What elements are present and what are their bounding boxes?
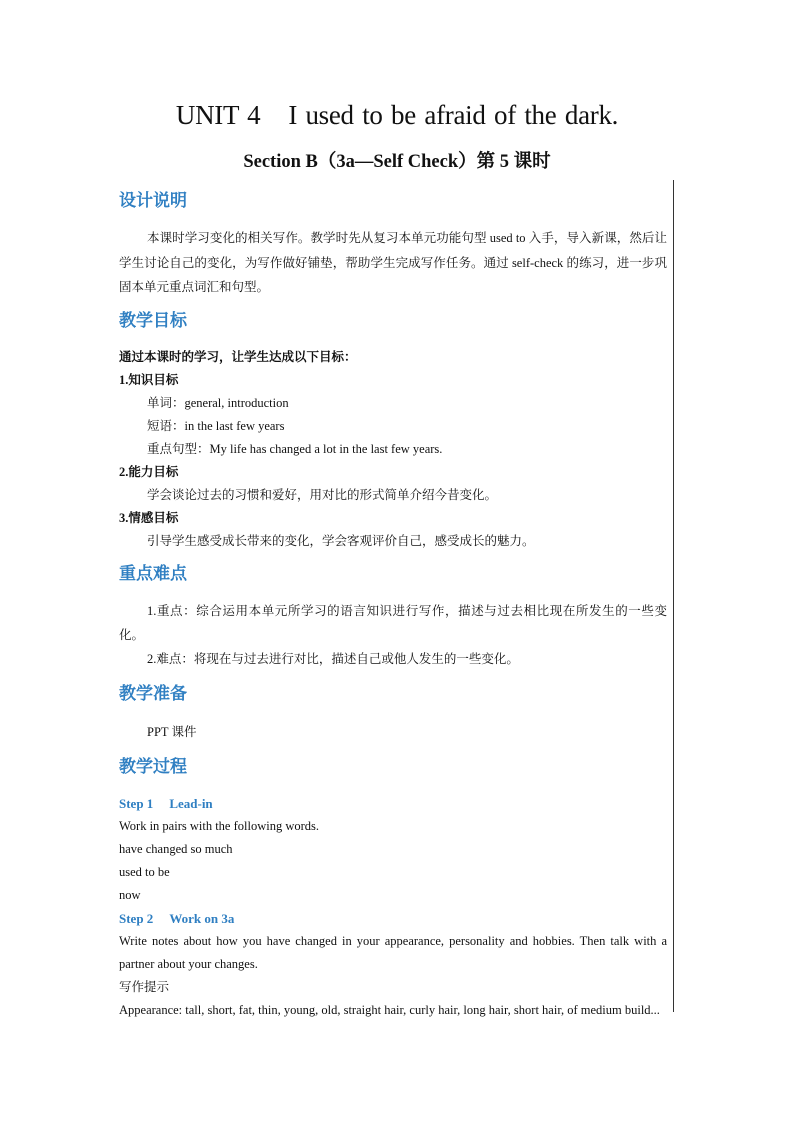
knowledge-words: 单词：general, introduction: [147, 395, 289, 410]
knowledge-sentence: 重点句型：My life has changed a lot in the last few years.: [147, 441, 443, 456]
step1-line: Work in pairs with the following words.: [119, 818, 320, 833]
process-heading: 教学过程: [119, 756, 187, 777]
knowledge-goal-label: 1.知识目标: [119, 372, 179, 387]
step1-label: Step 1: [119, 795, 154, 811]
writing-tip-label: 写作提示: [119, 979, 170, 994]
knowledge-phrases: 短语：in the last few years: [147, 418, 285, 433]
lesson-subtitle: Section B（3a—Self Check）第 5 课时: [243, 152, 551, 172]
difficult-point-text: 2.难点：将现在与过去进行对比，描述自己或他人发生的一些变化。: [147, 651, 519, 666]
appearance-text: Appearance: tall, short, fat, thin, young, old, straight hair, curly hair, long hair, short hair, of medium build...: [119, 1002, 660, 1017]
ability-goal-text: 学会谈论过去的习惯和爱好，用对比的形式简单介绍今昔变化。: [147, 487, 498, 502]
right-border-line: [673, 180, 674, 1012]
design-text: 本课时学习变化的相关写作。教学时先从复习本单元功能句型 used to 入手，导入新课，然后让学生讨论自己的变化，为写作做好铺垫，帮助学生完成写作任务。通过 self-check 的练习，进一步巩固本单元重点词汇和句型。: [119, 231, 667, 294]
step1-heading: [119, 792, 667, 815]
step2-title: Work on 3a: [169, 910, 235, 926]
goals-heading: 教学目标: [119, 310, 187, 331]
document-title: [0, 100, 794, 131]
emotion-goal-label: 3.情感目标: [119, 510, 179, 525]
step1-line: used to be: [119, 864, 170, 879]
key-point-text: 1.重点：综合运用本单元所学习的语言知识进行写作，描述与过去相比现在所发生的一些变化。: [119, 603, 667, 642]
design-heading: 设计说明: [119, 191, 187, 211]
lesson-plan-body: [119, 186, 667, 1022]
step1-line: now: [119, 887, 141, 902]
unit-label: UNIT 4: [175, 100, 261, 130]
ability-goal-label: 2.能力目标: [119, 464, 179, 479]
step2-text: Write notes about how you have changed in your appearance, personality and hobbies. Then talk with a partner about your changes.: [119, 933, 667, 971]
emotion-goal-text: 引导学生感受成长带来的变化，学会客观评价自己，感受成长的魅力。: [147, 533, 535, 548]
step1-title: Lead-in: [169, 795, 213, 811]
goals-intro: 通过本课时的学习，让学生达成以下目标：: [119, 349, 357, 364]
step2-heading: [119, 907, 667, 930]
step2-label: Step 2: [119, 910, 154, 926]
prep-text: PPT 课件: [147, 724, 197, 739]
unit-title: I used to be afraid of the dark.: [288, 100, 619, 130]
prep-heading: 教学准备: [119, 683, 187, 704]
keypoints-heading: 重点难点: [119, 563, 187, 584]
step1-line: have changed so much: [119, 841, 233, 856]
